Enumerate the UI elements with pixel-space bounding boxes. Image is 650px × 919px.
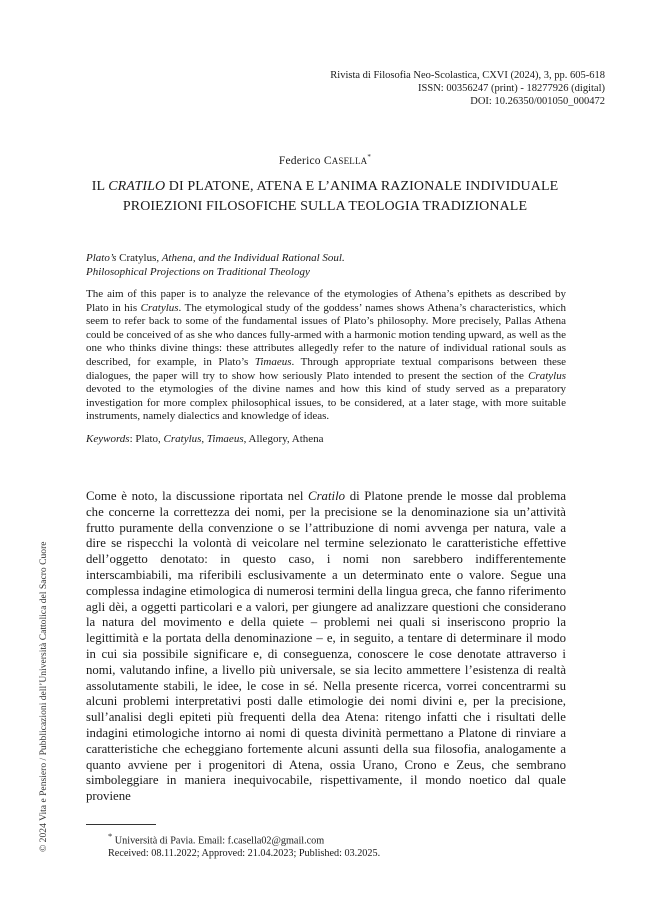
abstract-text-italic: Cratylus <box>528 369 566 382</box>
footnote-affiliation <box>108 830 380 847</box>
title-italic-part: CRATILO <box>108 179 166 194</box>
abstract-subtitle: Philosophical Projections on Traditional Theology <box>86 266 310 278</box>
footnote-mark: * <box>108 831 113 841</box>
abstract-text-italic: Cratylus <box>140 301 179 314</box>
author-last-initial: C <box>323 154 332 167</box>
footnote-affiliation-text: Università di Pavia. Email: f.casella02@gmail.com <box>114 835 325 847</box>
body-text-part: Come è noto, la discussione riportata nel <box>86 489 309 503</box>
body-text-part: di Platone prende le mosse dal problema che concerne la correttezza dei nomi, per la precisione se la denominazione sia un’attività frutto puramente della convenzione o se l’attribuzione di nomi avvenga per natura, vale a dire se rispecchi la volontà di veicolare nel termine selezionato le caratteristiche effettive dell’oggetto denotato: in questo caso, i nomi non sarebbero indifferentemente interscambiabili, ma riferibili esclusivamente a un determinato ente o valore. Segue una complessa indagine etimologica di numerosi termini della lingua greca, che fanno riferimento agli dèi, a oggetti particolari e a valori, per giungere ad analizzare questioni che considerano la natura del movimento e della quiete – problemi nei quali si inseriscono proprio la legittimità e la portata della denominazione – e, in seguito, a tentare di determinare il modo in cui sia possibile significare e, di conseguenza, conoscere le cose denotate attraverso i nomi, valutando infine, a livello più universale, se sia lecito ammettere l’esistenza di realtà assolutamente stabili, le idee, le cose in sé. Nella presente ricerca, vorrei concentrarmi su alcuni problemi interpretativi posti dalle etimologie dei nomi divini e, per la precisione, sull’analisi degli epiteti più frequenti della dea Atena: ritengo infatti che i risultati delle indagini etimologiche intorno ai nomi di questa divinità permettano a Platone di rinviare a caratteristiche che echeggiano fortemente alcuni assunti della sua filosofia, analogamente a quanto avviene per i progenitori di Atena, ossia Urano, Crono e Zeus, che sembrano simboleggiare in maniera inequivocabile, rispettivamente, il mondo noetico dal quale proviene <box>86 489 566 804</box>
paper-title <box>70 177 580 217</box>
abstract-title-part: Cratylus <box>119 252 157 264</box>
abstract-title-part: , Athena, and the Individual Rational Soul. <box>156 252 345 264</box>
keywords-part: , Allegory, Athena <box>243 432 324 445</box>
copyright-sidebar: © 2024 Vita e Pensiero / Pubblicazioni dell’Università Cattolica del Sacro Cuore <box>38 541 49 852</box>
journal-doi: DOI: 10.26350/001050_000472 <box>470 96 605 107</box>
author-name <box>0 153 650 167</box>
journal-issn: ISSN: 00356247 (print) - 18277926 (digital) <box>418 83 605 94</box>
abstract <box>86 251 566 446</box>
abstract-title-part: Plato’s <box>86 252 120 264</box>
title-line-2: PROIEZIONI FILOSOFICHE SULLA TEOLOGIA TRADIZIONALE <box>122 199 528 214</box>
title-part: IL <box>91 179 109 194</box>
body-text-italic: Cratilo <box>308 489 346 503</box>
keywords-italic: Timaeus <box>206 432 244 445</box>
keywords <box>86 432 566 446</box>
abstract-text-part: The aim of this paper is to analyze the relevance of the etymologies of Athena’s epithets as described by Plato in his <box>86 288 566 314</box>
journal-citation: Rivista di Filosofia Neo-Scolastica, CXVI (2024), 3, pp. 605-618 <box>330 70 605 81</box>
keywords-label: Keywords <box>86 432 130 445</box>
keywords-part: : Plato, <box>129 432 164 445</box>
abstract-title <box>86 251 566 279</box>
footnote <box>108 830 380 860</box>
abstract-text-part: . The etymological study of the goddess’ names shows Athena’s characteristics, which seem to refer back to some of the fundamental issues of Plato’s philosophy. More precisely, Pallas Athena could be conceived of as she who dances fully-armed with a harmonic motion tending upward, as well as the one who thinks divine things: these attributes allegedly refer to the nature of individual rational souls as described, for example, in Plato’s <box>86 301 566 368</box>
footnote-dates: Received: 08.11.2022; Approved: 21.04.2023; Published: 03.2025. <box>108 848 381 860</box>
body-paragraph <box>86 489 566 805</box>
abstract-text-part: devoted to the etymologies of the divine names and how this kind of study served as a preparatory investigation for more complex philosophical issues, to be considered, at a later stage, with more suitable instruments, namely dialectics and knowledge of ideas. <box>86 383 566 423</box>
abstract-text <box>86 288 566 424</box>
author-footnote-mark: * <box>367 153 372 161</box>
footnote-rule <box>86 824 156 825</box>
title-line-1 <box>70 177 580 197</box>
abstract-text-italic: Timaeus <box>254 355 292 368</box>
abstract-text-part: . Through appropriate textual comparisons between these dialogues, the paper will try to show how seriously Plato intended to present the section of the <box>86 355 566 382</box>
title-part: DI PLATONE, ATENA E L’ANIMA RAZIONALE INDIVIDUALE <box>165 179 559 194</box>
author-first-name: Federico <box>278 154 321 167</box>
author-last-rest: ASELLA <box>331 155 368 166</box>
journal-header <box>330 69 605 108</box>
keywords-part: , <box>201 432 207 445</box>
keywords-italic: Cratylus <box>163 432 202 445</box>
